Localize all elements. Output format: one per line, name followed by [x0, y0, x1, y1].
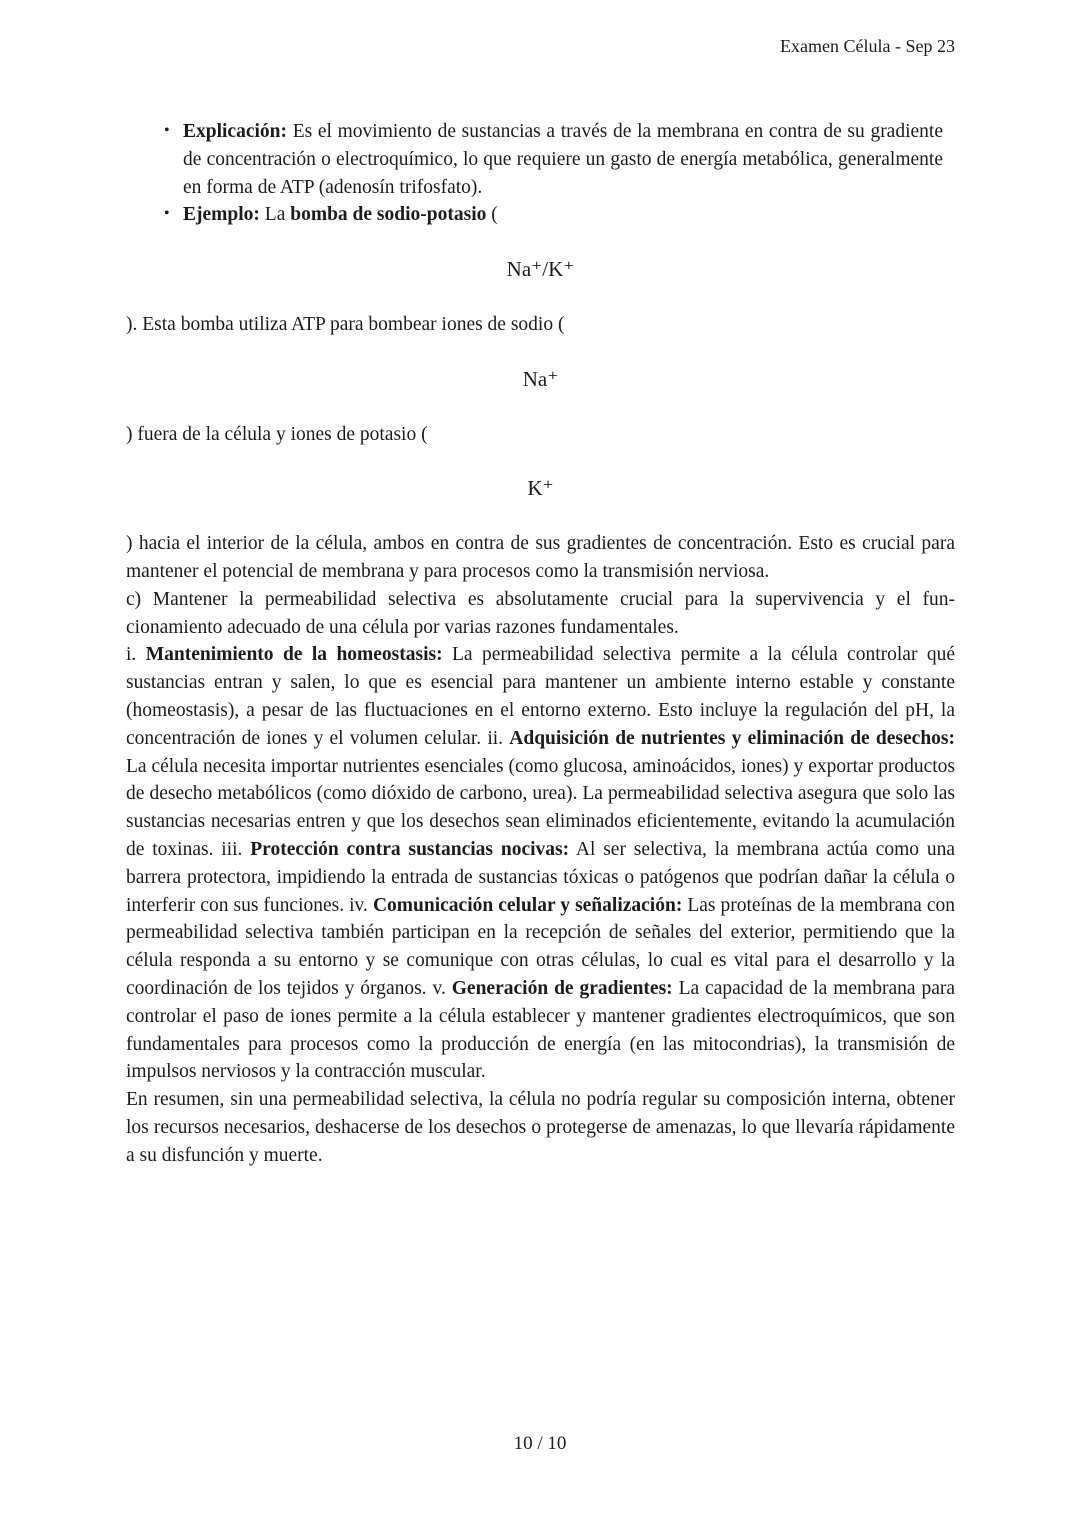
bullet-text-ejemplo — [183, 204, 498, 225]
text-run: Es el movimiento de sustancias a través de la membrana en contra de su gradiente de concentración o electroquímico, lo que requiere un gasto de energía metabólica, generalmente en forma de ATP (adenosín trifosfato). — [183, 121, 943, 198]
bold-run: Ejemplo: — [183, 204, 260, 226]
text-run: i. — [126, 644, 146, 666]
bold-run: bomba de sodio-potasio — [290, 204, 487, 226]
paragraph-cont-3: ) hacia el interior de la célula, ambos en contra de sus gradientes de concentración. Esto es crucial para mantener el potencial de membrana y para procesos como la transmisión nerviosa. — [126, 533, 955, 582]
page-number: 10 / 10 — [513, 1433, 567, 1454]
text-run: La célula necesita importar nutrientes esenciales (como glucosa, aminoácidos, iones) y exportar productos de desecho metabólicos (como dióxido de carbono, urea). La permeabilidad selectiva asegura que solo las sustancias necesarias entren y que los desechos sean eliminados eficientemente, evitando la acumulación de toxinas. iii. — [126, 755, 955, 860]
bullet-marker-icon: • — [164, 122, 170, 139]
paragraph-cont-2: ) fuera de la célula y iones de potasio ( — [126, 423, 428, 445]
text-run: La — [259, 204, 291, 226]
bold-run: Mantenimiento de la homeostasis: — [145, 644, 443, 666]
bold-run: Adquisición de nutrientes y eliminación de desechos: — [509, 727, 955, 749]
bold-run: Explicación: — [183, 121, 288, 142]
text-run: Al ser selectiva, la membrana actúa como una barrera protectora, impidiendo la entrada de sustancias tóxicas o patógenos que podrían dañar la célula o interferir con sus funciones. iv. — [126, 838, 955, 916]
text-run: ( — [486, 204, 498, 226]
bold-run: Comunicación celular y señalización: — [372, 894, 683, 916]
bullet-list — [126, 118, 955, 229]
document-body — [126, 118, 955, 1170]
math-formula-na-k: Na⁺/K⁺ — [506, 257, 575, 282]
math-formula-k: K⁺ — [527, 476, 554, 501]
bold-run: Generación de gradientes: — [451, 977, 673, 999]
math-formula-na: Na⁺ — [522, 366, 559, 391]
bullet-text-explicacion — [183, 121, 943, 198]
page-header: Examen Célula - Sep 23 — [780, 36, 955, 56]
paragraph-numbered-list — [126, 641, 955, 1086]
bullet-item-explicacion — [126, 118, 943, 201]
paragraph-cont-1: ). Esta bomba utiliza ATP para bombear iones de sodio ( — [126, 313, 565, 335]
text-run: La capacidad de la membrana para controlar el paso de iones permite a la célula establecer y mantener gradientes electroquímicos, que son fundamentales para procesos como la producción de energía (en las mitocondrias), la transmisión de impulsos nerviosos y la contracción muscular. — [126, 977, 956, 1083]
text-run: Las proteínas de la membrana con permeabilidad selectiva también participan en la recepción de señales del exterior, permitiendo que la célula responda a su entorno y se comunique con otras células, lo cual es vital para el desarrollo y la coordinación de los tejidos y órganos. v. — [126, 894, 955, 999]
paragraph-summary: En resumen, sin una permeabilidad selectiva, la célula no podría regular su composición interna, obtener los recursos necesarios, deshacerse de los desechos o protegerse de amenazas, lo que llevaría rápidamente a su disfunción y muerte. — [126, 1089, 955, 1166]
text-run: La permeabilidad selectiva permite a la célula controlar qué sustancias entran y salen, lo que es esencial para mantener un ambiente interno estable y constante (homeostasis), a pesar de las fluctuaciones en el entorno externo. Esto incluye la regulación del pH, la concentración de iones y el volumen celular. ii. — [126, 644, 956, 749]
paragraph-c: c) Mantener la permeabilidad selectiva es absolutamente crucial para la supervivencia y el funcionamiento adecuado de una célula por varias razones fundamentales. — [126, 588, 955, 638]
bold-run: Protección contra sustancias nocivas: — [250, 838, 570, 860]
bullet-item-ejemplo — [126, 201, 943, 229]
bullet-marker-icon: • — [164, 205, 170, 223]
